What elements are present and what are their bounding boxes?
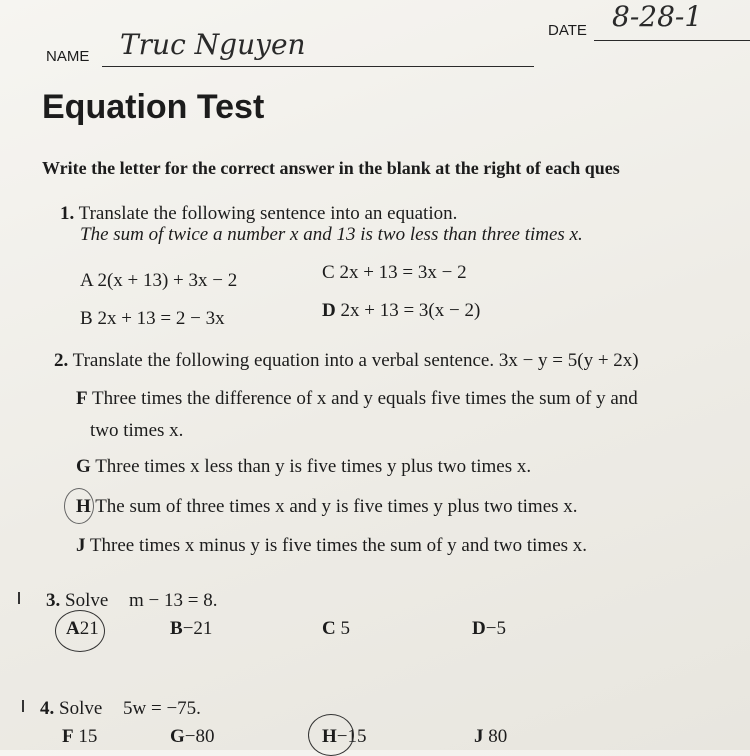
question-text: Translate the following equation into a verbal sentence. 3x − y = 5(y + 2x): [72, 350, 639, 371]
question-number: 4.: [40, 698, 55, 719]
question-1-sentence: The sum of twice a number x and 13 is two less than three times x.: [80, 224, 583, 245]
question-number: 2.: [54, 350, 69, 371]
page-title: Equation Test: [42, 88, 265, 126]
q1-option-a: A 2(x + 13) + 3x − 2: [80, 270, 238, 291]
q4-option-f: F 15: [62, 726, 98, 747]
q2-option-f-line2: two times x.: [90, 420, 184, 441]
answer-circle-q2: [64, 488, 94, 524]
question-2-prompt: [54, 350, 639, 372]
q4-option-g: G−80: [170, 726, 215, 747]
q4-option-h: H−15: [322, 726, 367, 747]
q3-option-a: A21: [66, 618, 99, 639]
q1-option-d: D 2x + 13 = 3(x − 2): [322, 300, 481, 321]
instructions: Write the letter for the correct answer in the blank at the right of each ques: [42, 158, 620, 178]
date-label: DATE: [548, 22, 587, 39]
grading-mark: [18, 592, 20, 604]
q3-option-d: D−5: [472, 618, 506, 639]
question-1-prompt: [60, 203, 457, 225]
question-text: Translate the following sentence into an equation.: [78, 203, 458, 224]
name-handwritten: Truc Nguyen: [120, 28, 306, 61]
q2-option-f: F Three times the difference of x and y equals five times the sum of y and: [76, 388, 638, 409]
q2-option-j: J Three times x minus y is five times the sum of y and two times x.: [76, 535, 588, 556]
question-3-prompt: 3. Solve m − 13 = 8.: [46, 590, 218, 611]
name-line: [102, 66, 534, 67]
question-number: 1.: [60, 203, 75, 224]
date-handwritten: 8-28-1: [612, 0, 703, 33]
q1-option-b: B 2x + 13 = 2 − 3x: [80, 308, 225, 329]
q3-option-c: C 5: [322, 618, 350, 639]
answer-circle-q3: [55, 610, 105, 652]
grading-mark: [22, 700, 24, 712]
q4-option-j: J 80: [474, 726, 508, 747]
date-line: [594, 40, 750, 41]
q2-option-h: H The sum of three times x and y is five times y plus two times x.: [76, 496, 578, 517]
name-label: NAME: [46, 48, 90, 65]
question-number: 3.: [46, 590, 61, 611]
q2-option-g: G Three times x less than y is five times y plus two times x.: [76, 456, 532, 477]
q3-option-b: B−21: [170, 618, 213, 639]
q1-option-c: C 2x + 13 = 3x − 2: [322, 262, 467, 283]
question-4-prompt: 4. Solve 5w = −75.: [40, 698, 201, 719]
